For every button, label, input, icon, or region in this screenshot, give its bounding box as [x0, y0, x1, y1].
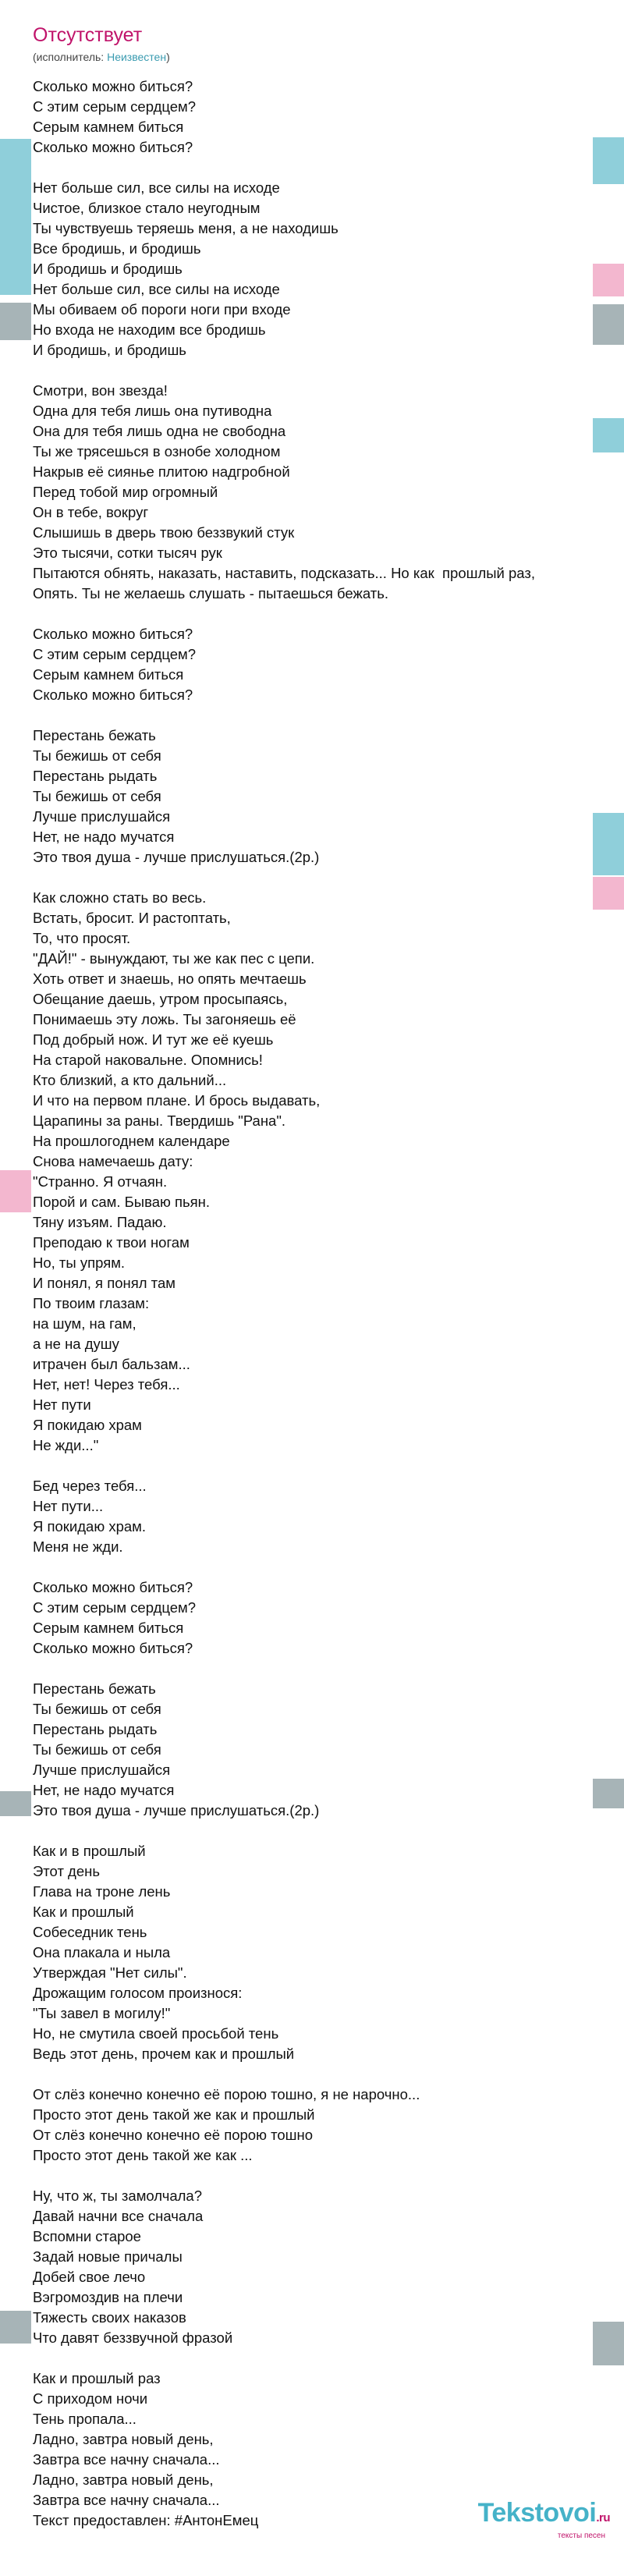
stripe-left-4 [0, 1791, 31, 1816]
lyric-line: Нет, нет! Через тебя... [33, 1376, 180, 1393]
lyric-line: Как и прошлый [33, 1904, 134, 1920]
lyrics-stanza [33, 624, 591, 705]
lyric-line: Сколько можно биться? [33, 1640, 193, 1656]
lyric-line: И что на первом плане. И брось выдавать, [33, 1092, 321, 1109]
lyric-line: Просто этот день такой же как и прошлый [33, 2106, 315, 2123]
stripe-right-1 [593, 137, 624, 184]
lyric-line: Ты же трясешься в ознобе холодном [33, 443, 281, 459]
lyrics-stanza [33, 1679, 591, 1821]
lyrics-stanza [33, 888, 591, 1456]
lyrics-stanza [33, 178, 591, 360]
lyric-line: Опять. Ты не желаешь слушать - пытаешься бежать. [33, 585, 389, 601]
lyric-line: Преподаю к твои ногам [33, 1234, 190, 1251]
lyrics-stanza [33, 1841, 591, 2064]
lyric-line: Перестань бежать [33, 727, 156, 743]
lyric-line: Меня не жди. [33, 1538, 123, 1555]
lyric-line: а не на душу [33, 1336, 119, 1352]
stripe-right-7 [593, 1779, 624, 1808]
lyric-line: Нет, не надо мучатся [33, 1782, 175, 1798]
lyric-line: Она плакала и ныла [33, 1944, 171, 1960]
stripe-right-3 [593, 304, 624, 345]
lyric-line: Это твоя душа - лучше прислушаться.(2р.) [33, 1802, 320, 1818]
lyric-line: Перестань бежать [33, 1680, 156, 1697]
lyric-line: Накрыв её сиянье плитою надгробной [33, 463, 290, 480]
stripe-right-8 [593, 2322, 624, 2365]
lyric-line: Ты бежишь от себя [33, 747, 161, 764]
lyric-line: И понял, я понял там [33, 1275, 176, 1291]
lyric-line: Этот день [33, 1863, 100, 1879]
artist-suffix: ) [166, 51, 170, 63]
lyric-line: Вэгромоздив на плечи [33, 2289, 183, 2305]
lyric-line: С этим серым сердцем? [33, 646, 197, 662]
lyric-line: Давай начни все сначала [33, 2208, 204, 2224]
lyric-line: на шум, на гам, [33, 1315, 136, 1332]
lyric-line: Он в тебе, вокруг [33, 504, 149, 520]
lyric-line: Лучше прислушайся [33, 1762, 171, 1778]
artist-prefix: (исполнитель: [33, 51, 108, 63]
lyric-line: Ты бежишь от себя [33, 1741, 161, 1758]
lyric-line: "ДАЙ!" - вынуждают, ты же как пес с цепи. [33, 950, 315, 967]
lyric-line: "Ты завел в могилу!" [33, 2005, 171, 2021]
stripe-left-2 [0, 303, 31, 340]
lyric-line: Ты бежишь от себя [33, 1701, 161, 1717]
lyric-line: Это тысячи, сотки тысяч рук [33, 545, 222, 561]
lyric-line: Перестань рыдать [33, 1721, 158, 1737]
logo-name: Tekstovoi [477, 2498, 597, 2528]
stripe-left-5 [0, 2311, 31, 2344]
stripe-right-2 [593, 264, 624, 296]
stripe-right-5 [593, 813, 624, 875]
lyric-line: Завтра все начну сначала... [33, 2451, 220, 2468]
lyric-line: Перед тобой мир огромный [33, 484, 218, 500]
lyric-line: Серым камнем биться [33, 1620, 184, 1636]
lyric-line: Сколько можно биться? [33, 687, 193, 703]
stripe-right-6 [593, 877, 624, 910]
lyric-line: Собеседник тень [33, 1924, 147, 1940]
lyric-line: Вспомни старое [33, 2228, 141, 2244]
lyric-line: Завтра все начну сначала... [33, 2492, 220, 2508]
lyric-line: "Странно. Я отчаян. [33, 1173, 168, 1190]
lyric-line: Тяну изъям. Падаю. [33, 1214, 167, 1230]
lyric-line: Встать, бросит. И растоптать, [33, 910, 231, 926]
lyric-line: Все бродишь, и бродишь [33, 240, 201, 257]
lyric-line: И бродишь и бродишь [33, 261, 183, 277]
lyrics-stanza [33, 381, 591, 604]
lyric-line: Задай новые причалы [33, 2248, 183, 2265]
lyric-line: Ты чувствуешь теряешь меня, а не находишь [33, 220, 339, 236]
lyrics-stanza [33, 1577, 591, 1659]
lyric-line: Сколько можно биться? [33, 139, 193, 155]
lyric-line: Как и в прошлый [33, 1843, 146, 1859]
lyrics-stanza [33, 2085, 591, 2166]
lyric-line: Сколько можно биться? [33, 1579, 193, 1595]
lyric-line: Перестань рыдать [33, 768, 158, 784]
logo-tagline: тексты песен [557, 2532, 605, 2540]
lyric-line: От слёз конечно конечно её порою тошно, я не нарочно... [33, 2086, 420, 2102]
lyric-line: Ну, что ж, ты замолчала? [33, 2187, 202, 2204]
lyric-line: Глава на троне лень [33, 1883, 171, 1900]
lyric-line: Она для тебя лишь одна не свободна [33, 423, 286, 439]
lyric-line: Дрожащим голосом произнося: [33, 1985, 243, 2001]
lyric-line: Сколько можно биться? [33, 78, 193, 94]
lyric-line: Хоть ответ и знаешь, но опять мечтаешь [33, 970, 307, 987]
lyric-line: Слышишь в дверь твою беззвукий стук [33, 524, 295, 541]
lyric-line: Серым камнем биться [33, 666, 184, 683]
lyric-line: Мы обиваем об пороги ноги при входе [33, 301, 291, 318]
lyric-line: Под добрый нож. И тут же её куешь [33, 1031, 274, 1048]
lyric-line: Ты бежишь от себя [33, 788, 161, 804]
lyric-line: Но, не смутила своей просьбой тень [33, 2025, 279, 2042]
song-title: Отсутствует [33, 24, 143, 46]
artist-link[interactable]: Неизвестен [107, 51, 167, 63]
lyric-line: На прошлогоднем календаре [33, 1133, 230, 1149]
lyric-line: От слёз конечно конечно её порою тошно [33, 2127, 314, 2143]
lyric-line: Царапины за раны. Твердишь "Рана". [33, 1112, 286, 1129]
lyric-line: Но, ты упрям. [33, 1254, 126, 1271]
stripe-right-4 [593, 418, 624, 452]
lyric-line: То, что просят. [33, 930, 131, 946]
lyric-line: С этим серым сердцем? [33, 98, 197, 115]
lyric-line: Кто близкий, а кто дальний... [33, 1072, 227, 1088]
stripe-left-3 [0, 1170, 31, 1212]
lyric-line: Ладно, завтра новый день, [33, 2431, 214, 2447]
lyric-line: Но входа не находим все бродишь [33, 321, 266, 338]
lyric-line: И бродишь, и бродишь [33, 342, 186, 358]
lyrics-stanza [33, 76, 591, 158]
lyrics-stanza [33, 726, 591, 868]
lyric-line: Бед через тебя... [33, 1478, 147, 1494]
lyric-line: На старой наковальне. Опомнись! [33, 1052, 263, 1068]
lyric-line: Как сложно стать во весь. [33, 889, 207, 906]
lyrics-stanza [33, 2186, 591, 2348]
lyric-line: Обещание даешь, утром просыпаясь, [33, 991, 288, 1007]
lyric-line: Утверждая "Нет силы". [33, 1964, 187, 1981]
lyric-line: Не жди..." [33, 1437, 99, 1453]
logo-tld: .ru [596, 2511, 610, 2525]
lyric-line: Тень пропала... [33, 2411, 136, 2427]
lyric-line: С этим серым сердцем? [33, 1599, 197, 1616]
lyric-line: Сколько можно биться? [33, 626, 193, 642]
lyric-line: Серым камнем биться [33, 119, 184, 135]
lyric-line: Смотри, вон звезда! [33, 382, 168, 399]
lyric-line: Нет больше сил, все силы на исходе [33, 281, 280, 297]
logo-wordmark [478, 2498, 610, 2533]
lyric-line: Тяжесть своих наказов [33, 2309, 186, 2326]
lyric-line: Просто этот день такой же как ... [33, 2147, 253, 2163]
lyric-line: Это твоя душа - лучше прислушаться.(2р.) [33, 849, 320, 865]
lyric-line: Порой и сам. Бываю пьян. [33, 1194, 211, 1210]
lyric-line: Нет пути [33, 1396, 91, 1413]
lyric-line: Понимаешь эту ложь. Ты загоняешь её [33, 1011, 296, 1027]
lyric-line: Что давят беззвучной фразой [33, 2329, 233, 2346]
lyric-line: Ведь этот день, прочем как и прошлый [33, 2046, 295, 2062]
lyric-line: Чистое, близкое стало неугодным [33, 200, 261, 216]
lyric-line: Пытаются обнять, наказать, наставить, подсказать... Но как прошлый раз, [33, 565, 536, 581]
lyric-line: Добей свое лечо [33, 2269, 146, 2285]
lyric-line: Нет пути... [33, 1498, 104, 1514]
lyrics-stanza [33, 1476, 591, 1557]
lyric-line: Одна для тебя лишь она путиводна [33, 403, 272, 419]
lyric-line: Текст предоставлен: #АнтонЕмец [33, 2512, 259, 2528]
lyric-line: Нет больше сил, все силы на исходе [33, 179, 280, 196]
lyrics-body [33, 76, 591, 2531]
lyric-line: По твоим глазам: [33, 1295, 150, 1311]
lyric-line: Я покидаю храм. [33, 1518, 147, 1535]
artist-line [33, 50, 591, 64]
site-logo[interactable] [478, 2498, 610, 2540]
lyric-line: Я покидаю храм [33, 1417, 142, 1433]
lyric-line: С приходом ночи [33, 2390, 148, 2407]
lyric-line: итрачен был бальзам... [33, 1356, 190, 1372]
lyric-line: Ладно, завтра новый день, [33, 2471, 214, 2488]
lyric-line: Нет, не надо мучатся [33, 829, 175, 845]
stripe-left-1 [0, 139, 31, 295]
lyric-line: Снова намечаешь дату: [33, 1153, 193, 1169]
lyric-line: Лучше прислушайся [33, 808, 171, 825]
song-content [33, 23, 591, 2531]
lyric-line: Как и прошлый раз [33, 2370, 161, 2386]
